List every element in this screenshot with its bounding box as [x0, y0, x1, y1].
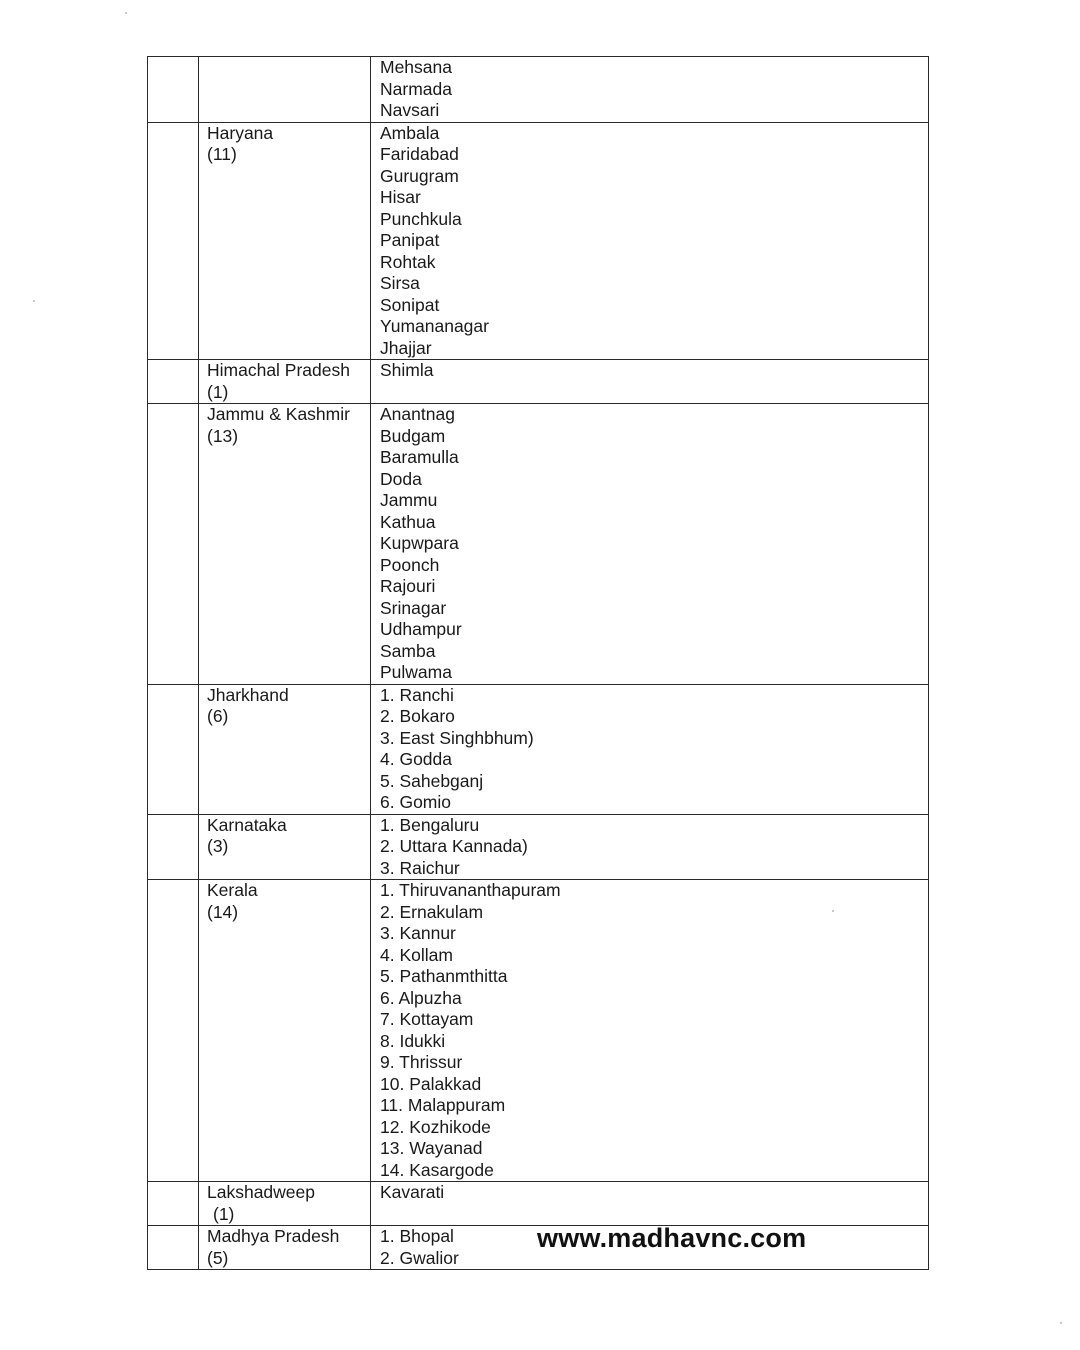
- districts-cell: [371, 814, 929, 880]
- district-item: 12. Kozhikode: [380, 1116, 491, 1137]
- district-item: 7. Kottayam: [380, 1009, 474, 1029]
- state-cell: [199, 57, 371, 123]
- district-count: (13): [207, 425, 239, 446]
- serial-cell: [148, 814, 199, 880]
- table-row: [148, 814, 929, 880]
- district-item: 6. Gomio: [380, 792, 451, 812]
- districts-cell: [371, 404, 929, 685]
- district-item: Jhajjar: [380, 337, 432, 358]
- district-item: 2. Ernakulam: [380, 901, 484, 922]
- state-cell: [199, 122, 371, 360]
- district-item: 3. East Singhbhum): [380, 727, 534, 748]
- district-item: 1. Thiruvananthapuram: [380, 880, 561, 900]
- district-item: Pulwama: [380, 662, 452, 682]
- serial-cell: [148, 404, 199, 685]
- table-row: [148, 1182, 929, 1226]
- district-item: Rajouri: [380, 576, 436, 596]
- district-item: 3. Kannur: [380, 923, 456, 943]
- district-item: 9. Thrissur: [380, 1052, 463, 1072]
- district-item: Kavarati: [380, 1182, 445, 1202]
- district-item: Sirsa: [380, 273, 420, 293]
- district-item: Yumananagar: [380, 316, 489, 336]
- state-cell: [199, 404, 371, 685]
- state-cell: [199, 684, 371, 814]
- districts-table-body: [148, 57, 929, 1270]
- state-cell: [199, 1226, 371, 1270]
- serial-cell: [148, 684, 199, 814]
- state-name: Jharkhand: [207, 684, 289, 705]
- district-item: Hisar: [380, 187, 421, 207]
- state-cell: [199, 814, 371, 880]
- state-cell: [199, 1182, 371, 1226]
- table-row: [148, 122, 929, 360]
- table-row: [148, 684, 929, 814]
- serial-cell: [148, 57, 199, 123]
- serial-cell: [148, 1226, 199, 1270]
- districts-cell: [371, 684, 929, 814]
- state-cell: [199, 880, 371, 1182]
- district-count: (5): [207, 1247, 229, 1268]
- district-count: (3): [207, 836, 229, 856]
- district-item: 10. Palakkad: [380, 1073, 482, 1094]
- table-row: [148, 57, 929, 123]
- district-item: 8. Idukki: [380, 1030, 446, 1051]
- state-name: Himachal Pradesh: [207, 360, 350, 380]
- scan-speck: [33, 300, 35, 302]
- state-name: Kerala: [207, 880, 258, 900]
- districts-cell: [371, 360, 929, 404]
- district-item: Doda: [380, 468, 422, 489]
- serial-cell: [148, 1182, 199, 1226]
- district-count: (1): [213, 1203, 235, 1224]
- districts-cell: [371, 1182, 929, 1226]
- serial-cell: [148, 880, 199, 1182]
- district-item: 1. Ranchi: [380, 684, 454, 705]
- district-item: Jammu: [380, 490, 438, 510]
- scan-speck: [832, 910, 834, 912]
- district-item: 13. Wayanad: [380, 1138, 483, 1158]
- district-item: 5. Sahebganj: [380, 770, 484, 791]
- district-item: Punchkula: [380, 208, 462, 229]
- district-item: Mehsana: [380, 57, 452, 77]
- state-cell: [199, 360, 371, 404]
- district-item: 1. Bengaluru: [380, 814, 480, 835]
- state-name: Madhya Pradesh: [207, 1226, 340, 1246]
- district-item: Faridabad: [380, 144, 459, 164]
- district-item: 4. Kollam: [380, 944, 453, 965]
- district-item: 2. Uttara Kannada): [380, 836, 528, 856]
- district-item: Poonch: [380, 554, 440, 575]
- district-item: Kathua: [380, 511, 436, 532]
- table-row: [148, 404, 929, 685]
- serial-cell: [148, 360, 199, 404]
- district-item: 4. Godda: [380, 749, 452, 769]
- district-count: (14): [207, 901, 239, 922]
- serial-cell: [148, 122, 199, 360]
- district-item: Ambala: [380, 122, 440, 143]
- district-count: (11): [207, 144, 237, 164]
- state-name: Jammu & Kashmir: [207, 404, 350, 424]
- state-name: Karnataka: [207, 814, 287, 835]
- watermark-text: www.madhavnc.com: [537, 1223, 807, 1253]
- district-item: Srinagar: [380, 597, 447, 618]
- district-item: Sonipat: [380, 294, 440, 315]
- scan-speck: [125, 12, 127, 14]
- district-item: Narmada: [380, 78, 452, 99]
- district-item: Gurugram: [380, 165, 459, 186]
- district-item: 1. Bhopal: [380, 1226, 454, 1246]
- district-item: Baramulla: [380, 447, 459, 467]
- district-item: 14. Kasargode: [380, 1159, 494, 1180]
- district-item: Navsari: [380, 100, 440, 120]
- district-item: Panipat: [380, 230, 440, 250]
- district-count: (6): [207, 706, 229, 726]
- district-item: 2. Bokaro: [380, 706, 455, 726]
- scan-speck: [1060, 1322, 1062, 1324]
- table-row: [148, 880, 929, 1182]
- state-name: Lakshadweep: [207, 1182, 315, 1202]
- district-item: Budgam: [380, 425, 446, 446]
- district-item: 3. Raichur: [380, 857, 460, 878]
- districts-cell: [371, 57, 929, 123]
- district-item: 2. Gwalior: [380, 1247, 459, 1268]
- district-item: Samba: [380, 640, 436, 661]
- state-name: Haryana: [207, 122, 274, 143]
- district-item: Udhampur: [380, 619, 462, 639]
- district-count: (1): [207, 381, 229, 402]
- district-item: 11. Malappuram: [380, 1095, 506, 1115]
- district-item: Kupwpara: [380, 533, 459, 553]
- district-item: 6. Alpuzha: [380, 987, 462, 1008]
- districts-cell: [371, 122, 929, 360]
- table-row: [148, 360, 929, 404]
- districts-table: [147, 56, 929, 1270]
- districts-cell: [371, 880, 929, 1182]
- district-item: Shimla: [380, 360, 434, 380]
- district-item: 5. Pathanmthitta: [380, 966, 508, 986]
- district-item: Rohtak: [380, 251, 436, 272]
- district-item: Anantnag: [380, 404, 455, 424]
